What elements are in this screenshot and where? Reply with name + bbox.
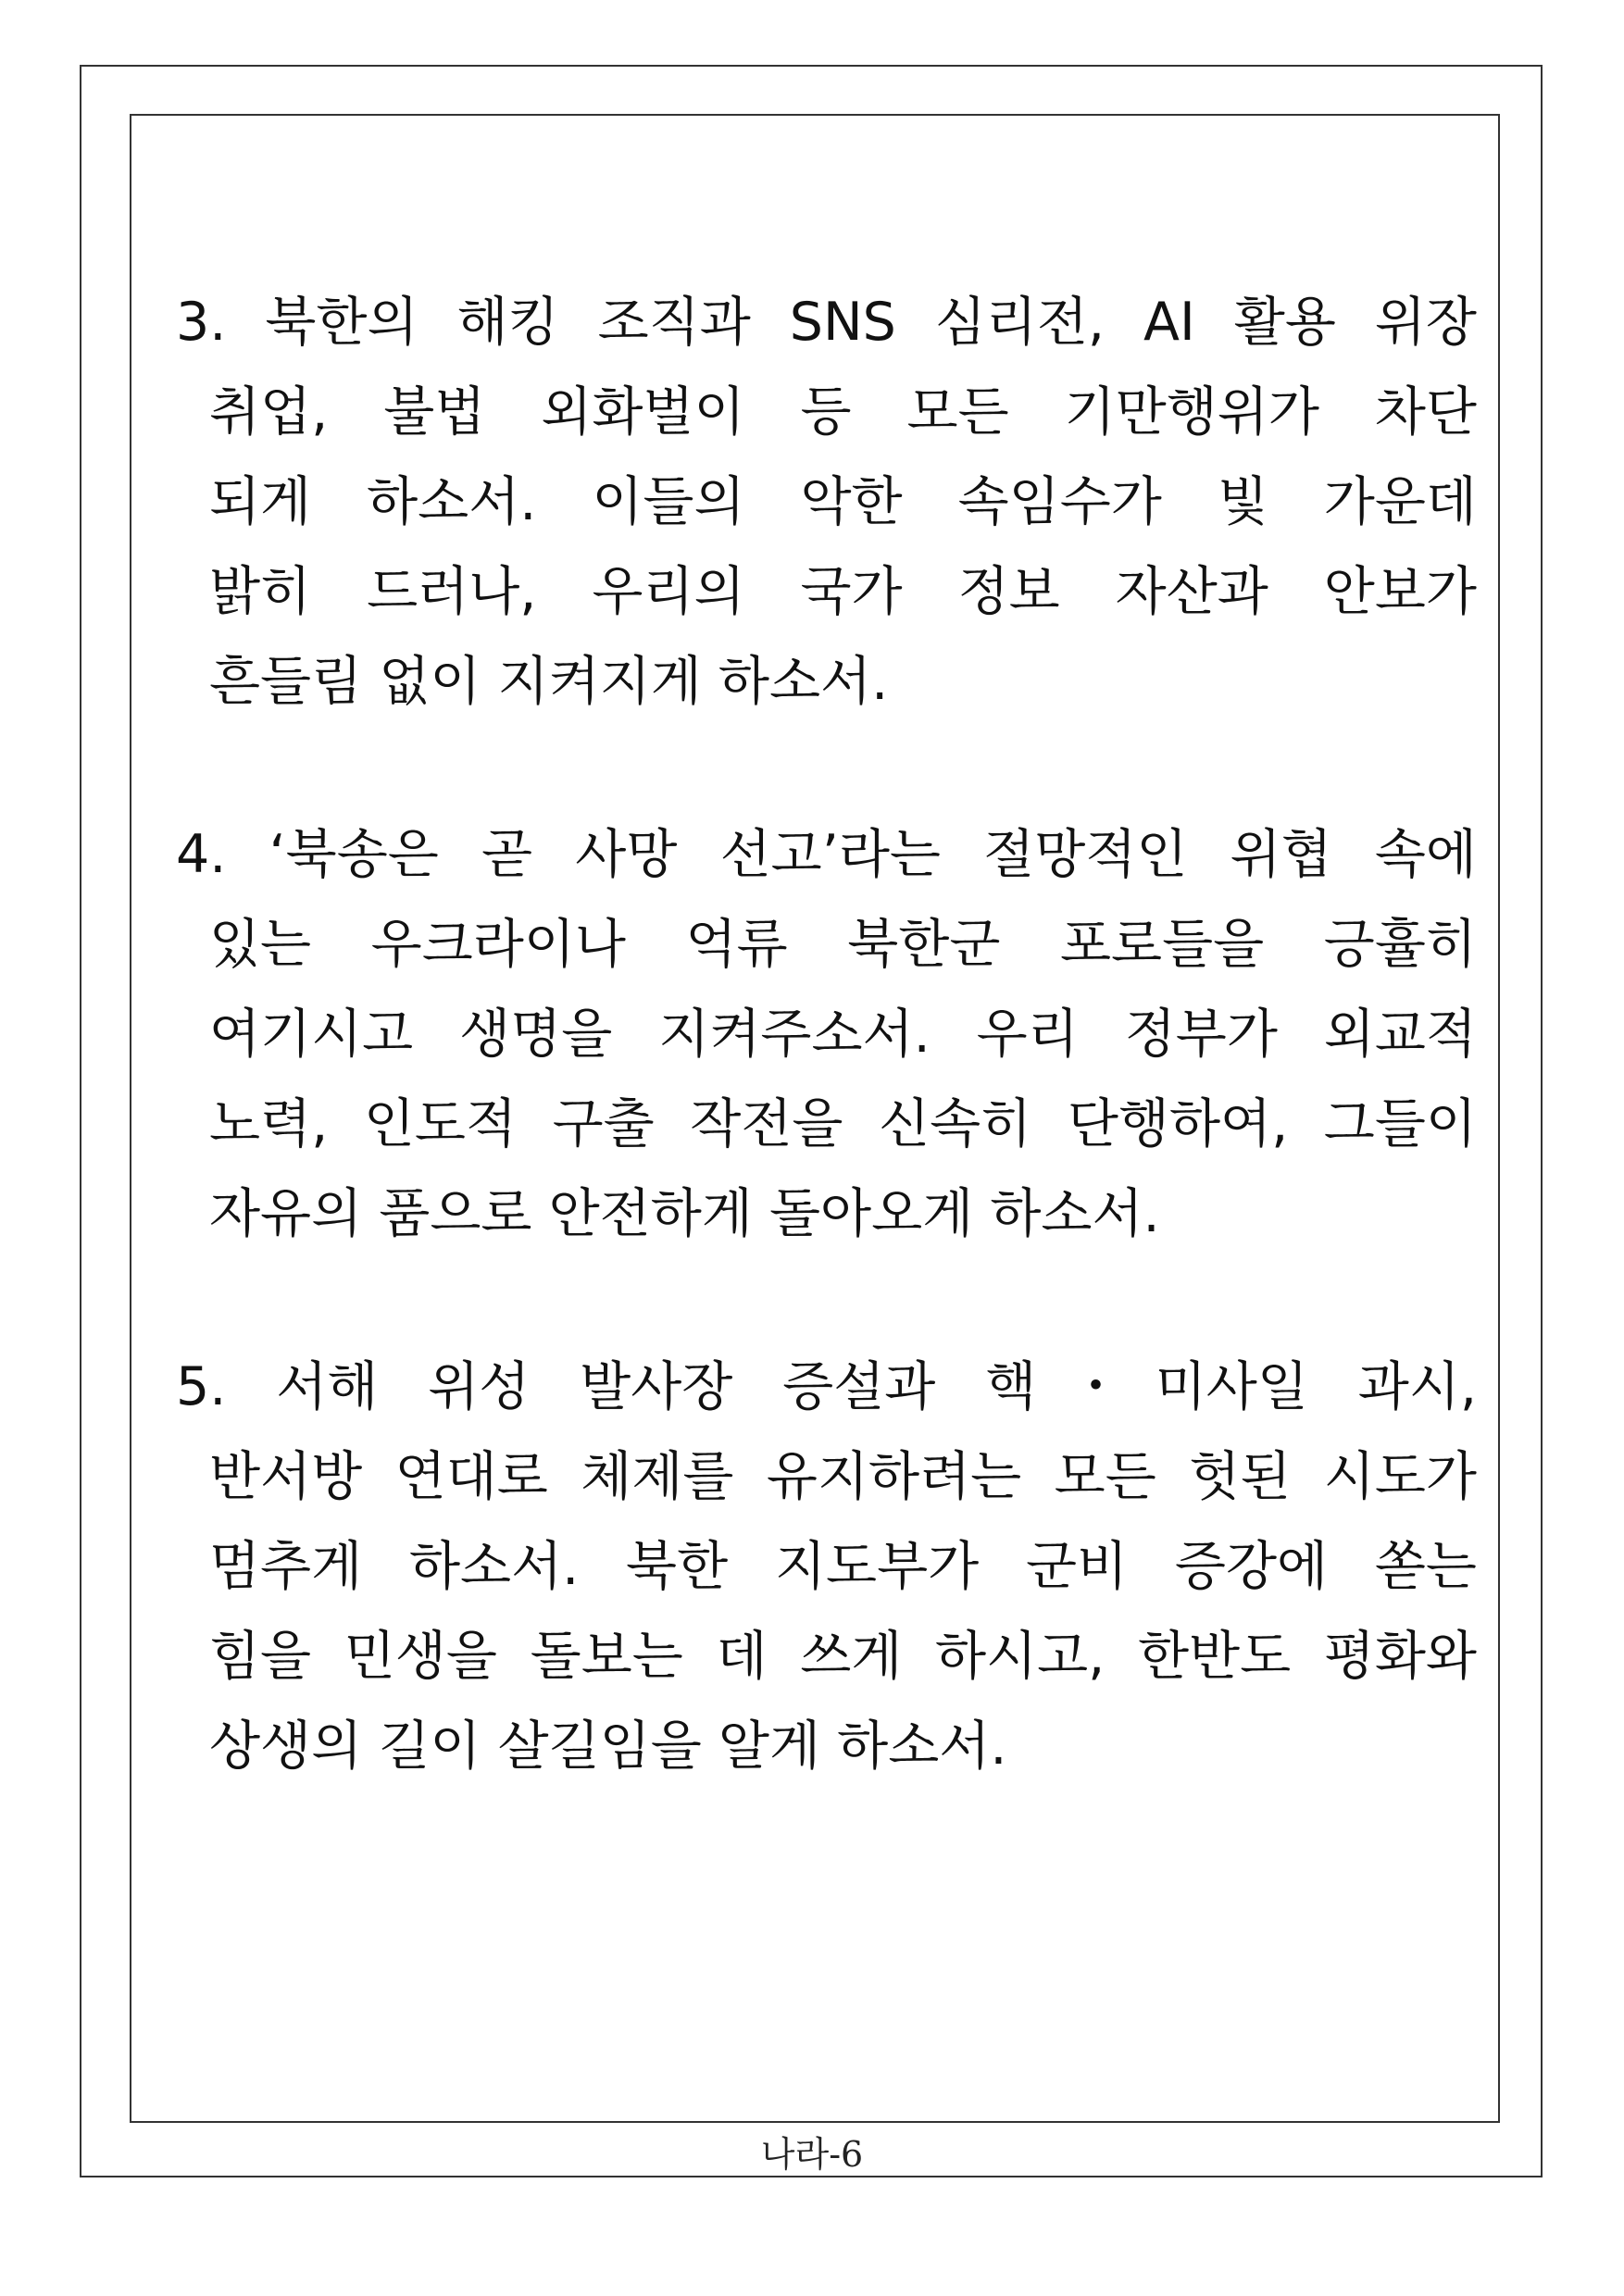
prayer-line: 반서방 연대로 체제를 유지하려는 모든 헛된 시도가 [209,1446,1477,1507]
prayer-line: 여기시고 생명을 지켜주소서. 우리 정부가 외교적 [209,1004,1477,1065]
prayer-line: 3. 북한의 해킹 조직과 SNS 심리전, AI 활용 위장 [176,292,1477,353]
prayer-line: 흔들림 없이 지켜지게 하소서. [209,651,889,712]
prayer-item-4 [176,810,1477,1259]
prayer-line: 4. ‘북송은 곧 사망 선고’라는 절망적인 위협 속에 [176,824,1477,885]
page-number: 나라-6 [760,2134,864,2175]
prayer-line: 힘을 민생을 돌보는 데 쓰게 하시고, 한반도 평화와 [209,1626,1477,1687]
prayer-line: 상생의 길이 살길임을 알게 하소서. [209,1716,1007,1777]
prayer-item-3 [176,278,1477,727]
prayer-line: 되게 하소서. 이들의 악한 속임수가 빛 가운데 [209,471,1477,532]
prayer-line: 있는 우크라이나 억류 북한군 포로들을 긍휼히 [209,914,1477,975]
prayer-line: 밝히 드러나, 우리의 국가 정보 자산과 안보가 [209,561,1477,622]
prayer-line: 5. 서해 위성 발사장 증설과 핵・미사일 과시, [176,1356,1477,1417]
prayer-line: 취업, 불법 외화벌이 등 모든 기만행위가 차단 [209,381,1477,443]
prayer-line: 자유의 품으로 안전하게 돌아오게 하소서. [209,1183,1160,1244]
prayer-list [176,278,1477,1875]
prayer-line: 멈추게 하소서. 북한 지도부가 군비 증강에 쏟는 [209,1536,1477,1597]
prayer-line: 노력, 인도적 구출 작전을 신속히 단행하여, 그들이 [209,1093,1477,1154]
prayer-item-5 [176,1342,1477,1791]
